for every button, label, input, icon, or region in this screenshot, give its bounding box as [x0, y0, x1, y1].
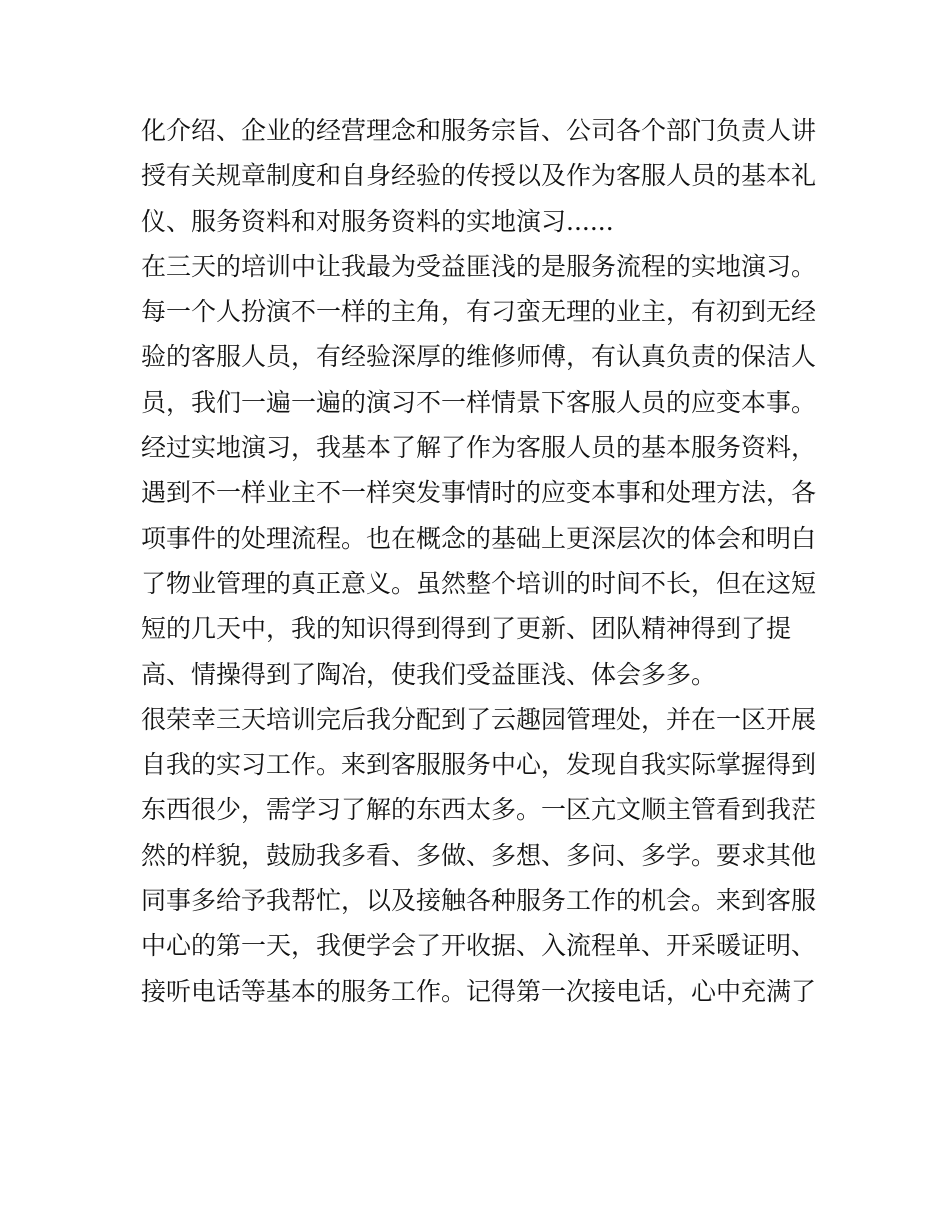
text-line: 接听电话等基本的服务工作。记得第一次接电话，心中充满了	[141, 976, 817, 1006]
text-line: 验的客服人员，有经验深厚的维修师傅，有认真负责的保洁人	[141, 342, 817, 372]
text-line: 高、情操得到了陶冶，使我们受益匪浅、体会多多。	[141, 659, 717, 689]
text-line: 同事多给予我帮忙，以及接触各种服务工作的机会。来到客服	[141, 886, 817, 916]
text-line: 授有关规章制度和自身经验的传授以及作为客服人员的基本礼	[141, 161, 817, 191]
text-line: 中心的第一天，我便学会了开收据、入流程单、开采暖证明、	[141, 931, 817, 961]
text-line: 很荣幸三天培训完后我分配到了云趣园管理处，并在一区开展	[141, 704, 817, 734]
text-line: 自我的实习工作。来到客服服务中心，发现自我实际掌握得到	[141, 750, 817, 780]
text-line: 在三天的培训中让我最为受益匪浅的是服务流程的实地演习。	[141, 251, 817, 281]
text-line: 每一个人扮演不一样的主角，有刁蛮无理的业主，有初到无经	[141, 297, 817, 327]
text-line: 化介绍、企业的经营理念和服务宗旨、公司各个部门负责人讲	[141, 116, 817, 145]
text-line: 短的几天中，我的知识得到得到了更新、团队精神得到了提	[141, 614, 792, 644]
text-line: 员，我们一遍一遍的演习不一样情景下客服人员的应变本事。	[141, 387, 817, 417]
text-line: 了物业管理的真正意义。虽然整个培训的时间不长，但在这短	[141, 568, 817, 598]
text-line: 项事件的处理流程。也在概念的基础上更深层次的体会和明白	[141, 523, 817, 553]
text-line: 然的样貌，鼓励我多看、多做、多想、多问、多学。要求其他	[141, 840, 817, 870]
text-line: 遇到不一样业主不一样突发事情时的应变本事和处理方法，各	[141, 478, 817, 508]
body-text	[141, 108, 821, 1014]
text-line: 经过实地演习，我基本了解了作为客服人员的基本服务资料，	[141, 433, 817, 463]
text-line: 仪、服务资料和对服务资料的实地演习......	[141, 206, 614, 236]
text-line: 东西很少，需学习了解的东西太多。一区亢文顺主管看到我茫	[141, 795, 817, 825]
